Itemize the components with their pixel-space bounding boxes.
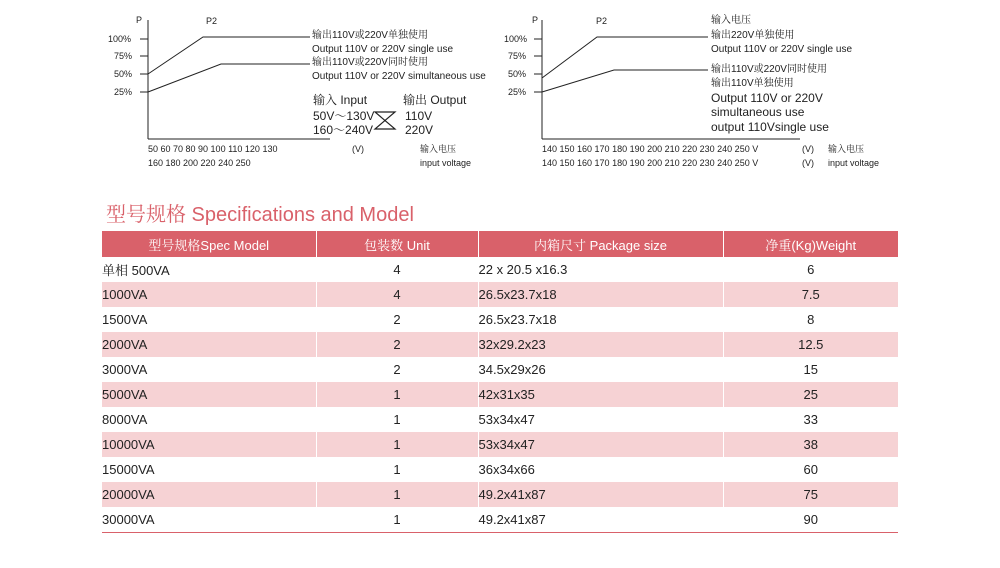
right-legend-simul-cn1: 输出110V或220V同时使用 [711, 64, 827, 75]
left-x-unit: (V) [352, 144, 364, 154]
left-legend-single-en: Output 110V or 220V single use [312, 44, 454, 55]
cell-weight: 8 [723, 307, 898, 332]
left-input-range-2: 160～240V [313, 123, 374, 137]
header-package-size: 内箱尺寸 Package size [478, 231, 723, 257]
cell-model: 单相 500VA [102, 257, 316, 282]
table-row [102, 357, 898, 382]
cell-model: 15000VA [102, 457, 316, 482]
cell-model: 3000VA [102, 357, 316, 382]
cell-unit: 2 [316, 307, 478, 332]
right-series-simultaneous [542, 70, 708, 92]
cell-model: 1500VA [102, 307, 316, 332]
left-p2-label: P2 [206, 16, 218, 26]
table-row [102, 482, 898, 507]
cell-package-size: 26.5x23.7x18 [478, 307, 723, 332]
cell-unit: 4 [316, 282, 478, 307]
right-x-unit: (V) [802, 144, 814, 154]
cell-unit: 1 [316, 457, 478, 482]
cell-weight: 33 [723, 407, 898, 432]
cell-weight: 15 [723, 357, 898, 382]
left-legend-single-cn: 输出110V或220V单独使用 [312, 30, 428, 41]
cell-weight: 6 [723, 257, 898, 282]
right-legend-simul-en2: simultaneous use [711, 105, 805, 119]
cell-weight: 60 [723, 457, 898, 482]
right-y-tick-50: 50% [508, 69, 527, 79]
cell-unit: 1 [316, 432, 478, 457]
cell-package-size: 53x34x47 [478, 432, 723, 457]
cell-unit: 1 [316, 507, 478, 533]
cell-package-size: 32x29.2x23 [478, 332, 723, 357]
cell-package-size: 49.2x41x87 [478, 482, 723, 507]
left-x-ticks-row2: 160 180 200 220 240 250 [148, 158, 251, 168]
table-body [102, 257, 898, 533]
left-series-simultaneous [148, 64, 310, 92]
right-y-axis-label: P [532, 15, 539, 25]
cell-package-size: 36x34x66 [478, 457, 723, 482]
right-y-tick-100: 100% [504, 34, 528, 44]
right-legend-simul-en3: output 110Vsingle use [711, 120, 829, 134]
cell-model: 8000VA [102, 407, 316, 432]
right-legend-single-cn: 输出220V单独使用 [711, 30, 795, 41]
left-y-tick-100: 100% [108, 34, 132, 44]
left-input-label: 输入 Input [313, 93, 368, 107]
right-legend-single-en: Output 110V or 220V single use [711, 44, 853, 55]
table-row [102, 282, 898, 307]
cell-weight: 25 [723, 382, 898, 407]
left-y-tick-75: 75% [114, 51, 133, 61]
header-weight: 净重(Kg)Weight [723, 231, 898, 257]
spec-table [102, 231, 898, 533]
cell-model: 2000VA [102, 332, 316, 357]
right-x-label-en: input voltage [828, 158, 880, 168]
left-y-axis-label: P [136, 15, 143, 25]
cell-unit: 2 [316, 357, 478, 382]
table-row [102, 257, 898, 282]
table-header-row [102, 231, 898, 257]
left-series-single [148, 37, 310, 74]
right-x-label-cn: 输入电压 [828, 144, 865, 154]
left-x-ticks-row1: 50 60 70 80 90 100 110 120 130 [148, 144, 278, 154]
section-title: 型号规格 Specifications and Model [106, 204, 414, 226]
cell-model: 30000VA [102, 507, 316, 533]
left-x-label-en: input voltage [420, 158, 472, 168]
table-row [102, 432, 898, 457]
left-input-range-1: 50V～130V [313, 109, 375, 123]
right-legend-simul-cn2: 输出110V单独使用 [711, 78, 794, 89]
cell-weight: 75 [723, 482, 898, 507]
cell-package-size: 26.5x23.7x18 [478, 282, 723, 307]
cell-package-size: 53x34x47 [478, 407, 723, 432]
table-row [102, 407, 898, 432]
header-spec-model: 型号规格Spec Model [102, 231, 316, 257]
right-x-ticks-row2: 140 150 160 170 180 190 200 210 220 230 240 250 V [542, 158, 759, 168]
cell-package-size: 49.2x41x87 [478, 507, 723, 533]
left-output-value-2: 220V [405, 123, 434, 137]
cell-weight: 7.5 [723, 282, 898, 307]
left-output-chart [100, 0, 520, 178]
cell-weight: 12.5 [723, 332, 898, 357]
left-legend-simul-cn: 输出110V或220V同时使用 [312, 57, 428, 68]
cell-unit: 4 [316, 257, 478, 282]
right-p2-label: P2 [596, 16, 608, 26]
right-header-cn: 输入电压 [711, 15, 751, 26]
left-output-value-1: 110V [405, 109, 433, 123]
cell-package-size: 22 x 20.5 x16.3 [478, 257, 723, 282]
cell-model: 10000VA [102, 432, 316, 457]
left-output-label: 输出 Output [403, 93, 467, 107]
cell-model: 5000VA [102, 382, 316, 407]
table-row [102, 332, 898, 357]
right-output-chart [504, 0, 920, 178]
left-legend-simul-en: Output 110V or 220V simultaneous use [312, 71, 486, 82]
left-y-tick-50: 50% [114, 69, 133, 79]
right-y-tick-25: 25% [508, 87, 527, 97]
table-row [102, 457, 898, 482]
cell-package-size: 34.5x29x26 [478, 357, 723, 382]
right-x-unit-2: (V) [802, 158, 814, 168]
table-row [102, 382, 898, 407]
left-y-tick-25: 25% [114, 87, 133, 97]
cell-model: 20000VA [102, 482, 316, 507]
cell-model: 1000VA [102, 282, 316, 307]
right-legend-simul-en1: Output 110V or 220V [711, 91, 823, 105]
cell-weight: 90 [723, 507, 898, 533]
cell-unit: 1 [316, 407, 478, 432]
table-row [102, 507, 898, 533]
left-switch-icon [375, 112, 395, 129]
cell-weight: 38 [723, 432, 898, 457]
right-series-single [542, 37, 708, 78]
cell-unit: 1 [316, 482, 478, 507]
cell-package-size: 42x31x35 [478, 382, 723, 407]
header-unit: 包装数 Unit [316, 231, 478, 257]
right-x-ticks-row1: 140 150 160 170 180 190 200 210 220 230 240 250 V [542, 144, 759, 154]
cell-unit: 1 [316, 382, 478, 407]
left-x-label-cn: 输入电压 [420, 144, 457, 154]
right-y-tick-75: 75% [508, 51, 527, 61]
table-row [102, 307, 898, 332]
cell-unit: 2 [316, 332, 478, 357]
